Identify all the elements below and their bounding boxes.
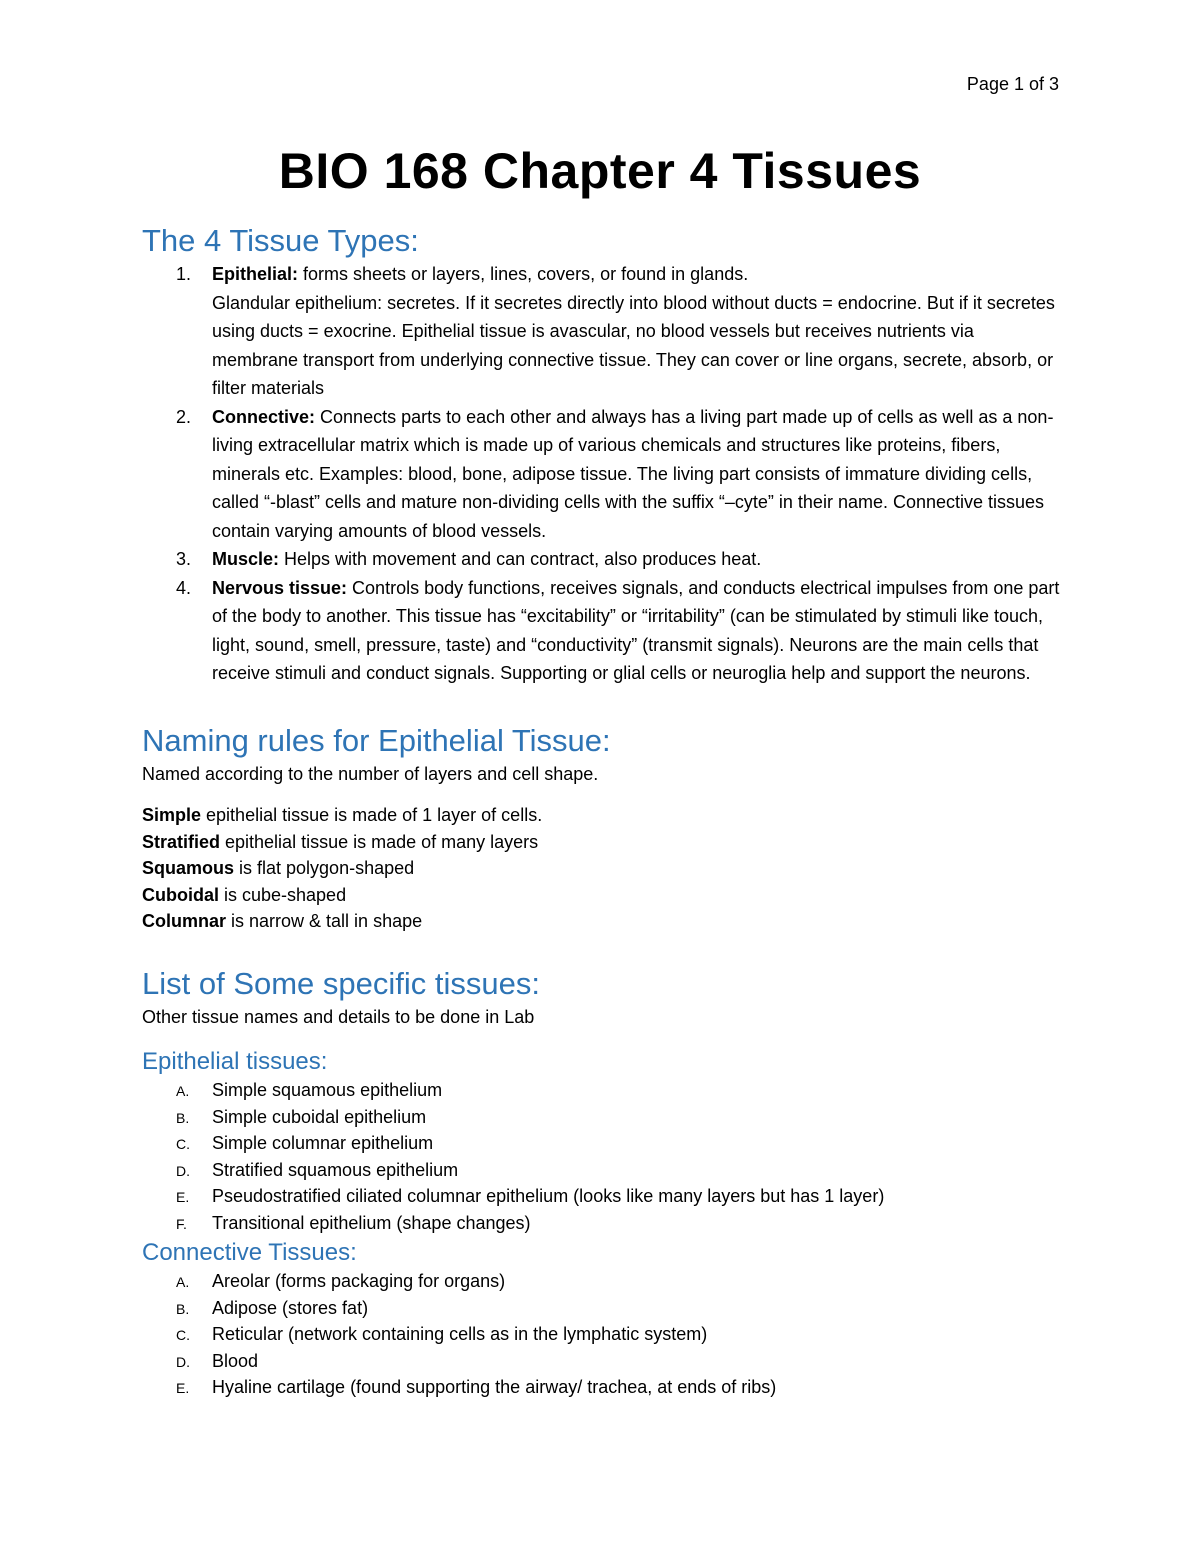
list-letter: B. — [176, 1300, 190, 1317]
rule-text: epithelial tissue is made of 1 layer of cells. — [201, 805, 543, 825]
list-item-text: Blood — [212, 1350, 259, 1371]
list-item — [142, 1374, 1062, 1401]
rule-line — [142, 882, 1062, 909]
rule-text: is flat polygon-shaped — [234, 858, 415, 878]
list-item-text: Helps with movement and can contract, also produces heat. — [279, 549, 762, 569]
rule-text: epithelial tissue is made of many layers — [220, 831, 539, 852]
list-item — [142, 1104, 1062, 1131]
rule-line — [142, 829, 1062, 856]
term-bold: Columnar — [142, 911, 227, 931]
term-bold: Muscle: — [212, 549, 280, 569]
list-item — [142, 260, 1062, 403]
list-item — [142, 1157, 1062, 1184]
list-item — [142, 1348, 1062, 1375]
section-heading-naming-rules: Naming rules for Epithelial Tissue: — [142, 722, 611, 758]
list-item-text: Simple cuboidal epithelium — [212, 1106, 427, 1127]
list-number: 3. — [176, 549, 192, 569]
list-item-text: Controls body functions, receives signals, and conducts electrical impulses from one part of the body to another. This tissue has “excitability” or “irritability” (can be stimulated by stimuli like touch, light, sound, smell, pressure, taste) and “conductivity” (transmit signals). Neurons are the main cells that receive stimuli and conduct signals. Supporting or glial cells or neuroglia help and support the neurons. — [212, 577, 1060, 683]
list-letter: F. — [176, 1215, 187, 1232]
list-item-text: Stratified squamous epithelium — [212, 1159, 459, 1180]
subheading-epithelial-tissues: Epithelial tissues: — [142, 1048, 328, 1075]
list-item-text: forms sheets or layers, lines, covers, or found in glands. — [298, 264, 749, 284]
list-item-text: Adipose (stores fat) — [212, 1297, 369, 1318]
list-letter: B. — [176, 1109, 190, 1126]
term-bold: Squamous — [142, 858, 235, 878]
rule-line — [142, 908, 1062, 935]
term-bold: Epithelial: — [212, 264, 299, 284]
connective-tissues-list — [142, 1268, 1062, 1401]
list-number: 1. — [176, 264, 192, 284]
page-number: Page 1 of 3 — [966, 74, 1059, 94]
naming-rules-intro: Named according to the number of layers and cell shape. — [142, 763, 599, 784]
list-item — [142, 1210, 1062, 1237]
epithelial-tissues-list — [142, 1077, 1062, 1236]
document-body — [142, 222, 1062, 1401]
term-bold: Connective: — [212, 406, 316, 427]
specific-tissues-intro: Other tissue names and details to be done in Lab — [142, 1006, 535, 1027]
list-item — [142, 403, 1062, 546]
list-letter: A. — [176, 1274, 190, 1290]
list-item-text: Reticular (network containing cells as in the lymphatic system) — [212, 1324, 708, 1344]
term-bold: Cuboidal — [142, 884, 219, 905]
rule-text: is narrow & tall in shape — [226, 911, 423, 931]
list-item-text: Connects parts to each other and always has a living part made up of cells as well as a non-living extracellular matrix which is made up of various chemicals and structures like proteins, fibers, minerals etc. Examples: blood, bone, adipose tissue. The living part consists of immature dividing cells, called “-blast” cells and mature non-dividing cells with the suffix “–cyte” in their name. Connective tissues contain varying amounts of blood vessels. — [212, 406, 1054, 541]
section-heading-specific-tissues: List of Some specific tissues: — [142, 965, 540, 1001]
list-item-text: Areolar (forms packaging for organs) — [212, 1271, 506, 1291]
list-item-text: Simple columnar epithelium — [212, 1133, 434, 1153]
list-item — [142, 1321, 1062, 1348]
list-item — [142, 1130, 1062, 1157]
list-letter: A. — [176, 1083, 190, 1099]
term-bold: Nervous tissue: — [212, 577, 348, 598]
list-item-text: Simple squamous epithelium — [212, 1080, 443, 1100]
list-item — [142, 1295, 1062, 1322]
list-letter: D. — [176, 1353, 190, 1370]
naming-rules-list — [142, 802, 1062, 935]
list-item — [142, 1268, 1062, 1295]
rule-line — [142, 855, 1062, 882]
list-number: 4. — [176, 577, 192, 598]
rule-line — [142, 802, 1062, 829]
tissue-types-list — [142, 260, 1062, 688]
list-item-text: Pseudostratified ciliated columnar epithelium (looks like many layers but has 1 layer) — [212, 1186, 885, 1206]
list-item — [142, 1183, 1062, 1210]
subheading-connective-tissues: Connective Tissues: — [142, 1239, 357, 1266]
list-item-text: Transitional epithelium (shape changes) — [212, 1212, 531, 1233]
list-item — [142, 545, 1062, 574]
term-bold: Simple — [142, 805, 202, 825]
list-item — [142, 574, 1062, 688]
list-letter: E. — [176, 1380, 190, 1396]
term-bold: Stratified — [142, 831, 221, 852]
list-letter: E. — [176, 1189, 190, 1205]
rule-text: is cube-shaped — [219, 884, 347, 905]
section-heading-tissue-types: The 4 Tissue Types: — [142, 223, 419, 258]
list-item — [142, 1077, 1062, 1104]
list-letter: D. — [176, 1162, 190, 1179]
list-item-text: Hyaline cartilage (found supporting the airway/ trachea, at ends of ribs) — [212, 1377, 777, 1397]
list-number: 2. — [176, 406, 192, 427]
list-item-extra: Glandular epithelium: secretes. If it secretes directly into blood without ducts = endocrine. But if it secretes using ducts = exocrine. Epithelial tissue is avascular, no blood vessels but receives nutrients via membrane transport from underlying connective tissue. They can cover or line organs, secrete, absorb, or filter materials — [212, 292, 1055, 398]
document-title: BIO 168 Chapter 4 Tissues — [278, 143, 922, 199]
list-letter: C. — [176, 1327, 190, 1343]
list-letter: C. — [176, 1136, 190, 1152]
